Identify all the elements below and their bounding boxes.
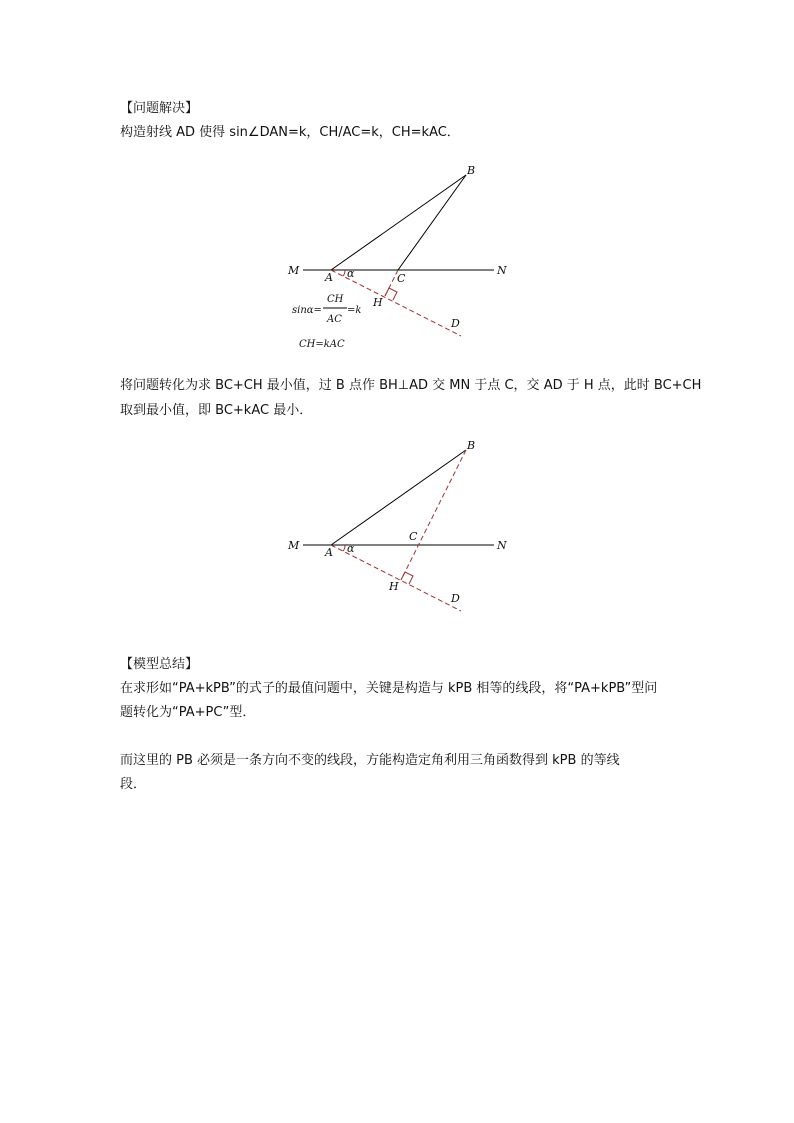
formula-lhs: sinα= [292, 305, 322, 316]
summary-line-4: 段． [120, 777, 147, 792]
label-h: H [373, 296, 383, 309]
label-a: A [325, 271, 333, 284]
label-alpha: α [347, 542, 355, 555]
figure-2 [287, 439, 507, 611]
formula-note: CH=kAC [299, 339, 345, 350]
section-heading-model-summary: 【模型总结】 [120, 657, 199, 672]
paragraph-line-1: 将问题转化为求 BC+CH 最小值，过 B 点作 BH⊥AD 交 MN 于点 C，交 AD 于 H 点，此时 BC+CH [120, 378, 702, 393]
segment-bh [401, 450, 466, 580]
formula-rhs: =k [347, 305, 362, 316]
label-n: N [497, 264, 507, 277]
label-c: C [409, 530, 418, 543]
right-angle-mark [401, 572, 413, 584]
paragraph-line-2: 取到最小值，即 BC+kAC 最小． [120, 403, 313, 418]
label-a: A [325, 546, 333, 559]
label-n: N [497, 539, 507, 552]
label-b: B [467, 164, 476, 177]
label-m: M [288, 264, 300, 277]
label-d: D [451, 317, 460, 330]
label-d: D [451, 592, 460, 605]
right-angle-mark [385, 288, 397, 300]
intro-text: 构造射线 AD 使得 sin∠DAN=k，CH/AC=k，CH=kAC． [120, 125, 460, 140]
label-c: C [397, 272, 406, 285]
summary-line-3: 而这里的 PB 必须是一条方向不变的线段，方能构造定角利用三角函数得到 kPB 的等线 [120, 753, 620, 768]
angle-arc [343, 545, 345, 551]
summary-line-1: 在求形如“PA+kPB”的式子的最值问题中，关键是构造与 kPB 相等的线段，将“PA+kPB”型问 [120, 681, 658, 696]
label-h: H [389, 580, 399, 593]
label-m: M [288, 539, 300, 552]
formula-numerator: CH [327, 294, 344, 305]
angle-arc [343, 270, 345, 276]
label-alpha: α [347, 267, 355, 280]
segment-ab [331, 450, 466, 545]
section-heading-problem-solving: 【问题解决】 [120, 101, 199, 116]
summary-line-2: 题转化为“PA+PC”型． [120, 705, 256, 720]
formula-denominator: AC [327, 314, 342, 325]
segment-ab [331, 175, 466, 270]
label-b: B [467, 439, 476, 452]
figure-1 [287, 164, 507, 350]
segment-bc [398, 175, 466, 270]
